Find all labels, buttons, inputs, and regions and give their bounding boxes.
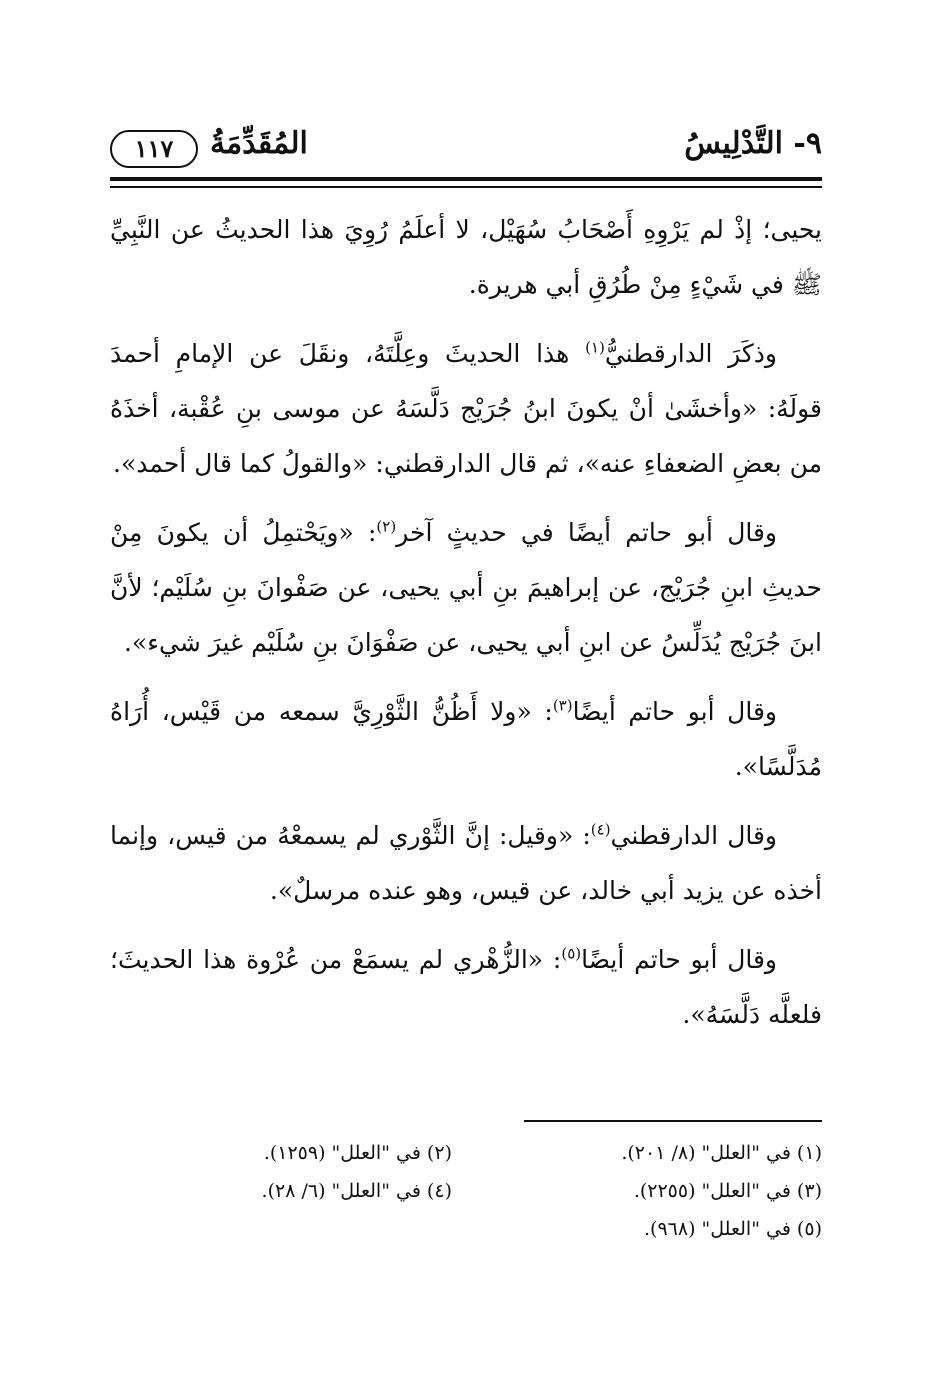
paragraph-3 [110,505,822,670]
paragraph-6 [110,932,822,1042]
paragraph-text-start: وقال أبو حاتم أيضًا [581,945,777,974]
section-title: المُقَدِّمَةُ [210,126,308,161]
paragraph-text-end: : «ولا أَظُنُّ الثَّوْرِيَّ سمعه من قَيْس، أُرَاهُ مُدَلَّسًا». [110,697,822,781]
paragraph-text-start: وقال أبو حاتم أيضًا في حديثٍ آخر [396,518,777,547]
footnote-ref-1: (١) [585,338,605,357]
paragraph-text: يحيى؛ إذْ لم يَرْوِهِ أَصْحَابُ سُهَيْل، لا أعلَمُ رُوِيَ هذا الحديثُ عن النَّبِيِّ ﷺ في شَيْءٍ مِنْ طُرُقِ أبي هريرة. [110,215,822,299]
paragraph-2 [110,326,822,491]
footnote-2: (٢) في "العلل" (١٢٥٩). [263,1142,452,1164]
chapter-title: ٩- التَّدْلِيسُ [684,126,822,161]
page-number: ١١٧ [110,130,198,168]
paragraph-text-end: هذا الحديثَ وعِلَّتَهُ، ونقَلَ عن الإمامِ أحمدَ قولَهُ: «وأخشَىٰ أنْ يكونَ ابنُ جُرَيْج دَلَّسَهُ عن موسى بنِ عُقْبة، أخذَهُ من بعضِ الضعفاءِ عنه»، ثم قال الدارقطني: «والقولُ كما قال أحمد». [110,339,822,478]
paragraph-text-start: وقال الدارقطني [610,821,777,850]
paragraph-text-start: وقال أبو حاتم أيضًا [572,697,777,726]
header-rule-thick [110,177,822,181]
paragraph-text-end: : «الزُّهْري لم يسمَعْ من عُرْوة هذا الحديثَ؛ فلعلَّه دَلَّسَهُ». [110,945,822,1029]
footnote-ref-5: (٥) [561,944,582,963]
footnotes [180,1136,822,1246]
paragraph-text-start: وذكَرَ الدارقطنيُّ [604,339,777,368]
paragraph-text-end: : «ويَحْتمِلُ أن يكونَ مِنْ حديثِ ابنِ جُرَيْج، عن إبراهيمَ بنِ أبي يحيى، عن صَفْوانَ بنِ سُلَيْم؛ لأنَّ ابنَ جُرَيْج يُدَلِّسُ عن ابنِ أبي يحيى، عن صَفْوَانَ بنِ سُلَيْم غيرَ شيء». [110,518,822,657]
footnote-ref-2: (٢) [376,517,397,536]
footnote-separator [524,1120,822,1122]
paragraph-text-end: : «وقيل: إنَّ الثَّوْري لم يسمعْهُ من قيس، وإنما أخذه عن يزيد أبي خالد، عن قيس، وهو عنده مرسلٌ». [110,821,822,905]
footnote-3: (٣) في "العلل" (٢٢٥٥). [633,1180,822,1202]
footnote-4: (٤) في "العلل" (٦/ ٢٨). [261,1180,452,1202]
paragraph-4 [110,684,822,794]
footnote-ref-4: (٤) [590,820,611,839]
header-rule-thin [110,186,822,188]
body-text [110,202,822,1056]
paragraph-1 [110,202,822,312]
footnote-5: (٥) في "العلل" (٩٦٨). [644,1218,822,1240]
page-header [110,120,822,176]
footnote-ref-3: (٣) [552,696,573,715]
paragraph-5 [110,808,822,918]
footnote-1: (١) في "العلل" (٨/ ٢٠١). [621,1142,822,1164]
